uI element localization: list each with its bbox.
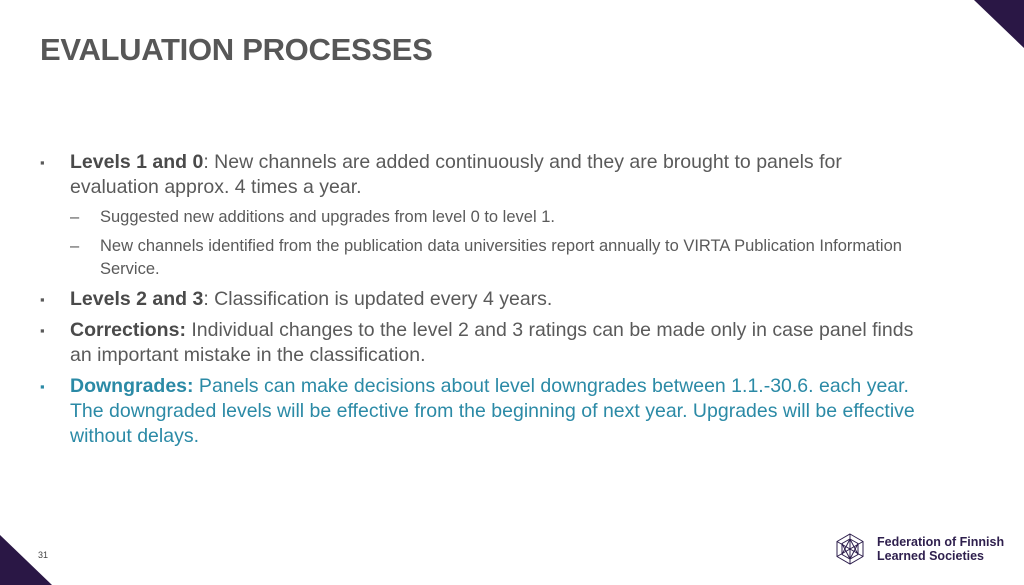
bullet-text: Individual changes to the level 2 and 3 ratings can be made only in case panel finds an important mistake in the classification.	[70, 319, 914, 366]
corner-decoration-top-right	[974, 0, 1024, 48]
federation-logo	[834, 533, 1004, 565]
star-lattice-icon	[834, 533, 866, 565]
bullet-downgrades	[38, 374, 918, 449]
bullet-text: Panels can make decisions about level downgrades between 1.1.-30.6. each year. The downgraded levels will be effective from the beginning of next year. Upgrades will be effective without delays.	[70, 375, 915, 447]
slide-title: EVALUATION PROCESSES	[40, 32, 433, 67]
bullet-text: : Classification is updated every 4 years.	[203, 288, 553, 310]
sub-bullet-text: Suggested new additions and upgrades from level 0 to level 1.	[100, 208, 555, 226]
sub-bullet-dash: –	[70, 208, 80, 226]
bullet-lead: Corrections:	[70, 319, 186, 341]
bullet-levels-1-0	[38, 150, 918, 200]
slide-content	[38, 150, 918, 455]
bullet-lead: Levels 1 and 0	[70, 151, 204, 173]
bullet-lead: Downgrades:	[70, 375, 194, 397]
bullet-lead: Levels 2 and 3	[70, 288, 204, 310]
bullet-levels-2-3	[38, 287, 918, 312]
bullet-corrections	[38, 318, 918, 368]
bullet-marker: ▪	[40, 323, 45, 338]
logo-text	[877, 535, 1004, 563]
bullet-marker: ▪	[40, 292, 45, 307]
page-number: 31	[38, 550, 49, 560]
bullet-text: : New channels are added continuously and they are brought to panels for evaluation approx. 4 times a year.	[70, 151, 842, 198]
logo-line-1: Federation of Finnish	[877, 535, 1005, 549]
sub-bullet-text: New channels identified from the publication data universities report annually to VIRTA Publication Information Service.	[100, 237, 902, 278]
sub-bullet-dash: –	[70, 237, 80, 255]
logo-line-2: Learned Societies	[877, 549, 984, 563]
sub-bullet-new-channels	[38, 235, 918, 281]
corner-decoration-bottom-left	[0, 535, 52, 585]
sub-bullet-new-additions	[38, 206, 918, 229]
bullet-marker: ▪	[40, 155, 45, 170]
bullet-marker: ▪	[40, 379, 45, 394]
